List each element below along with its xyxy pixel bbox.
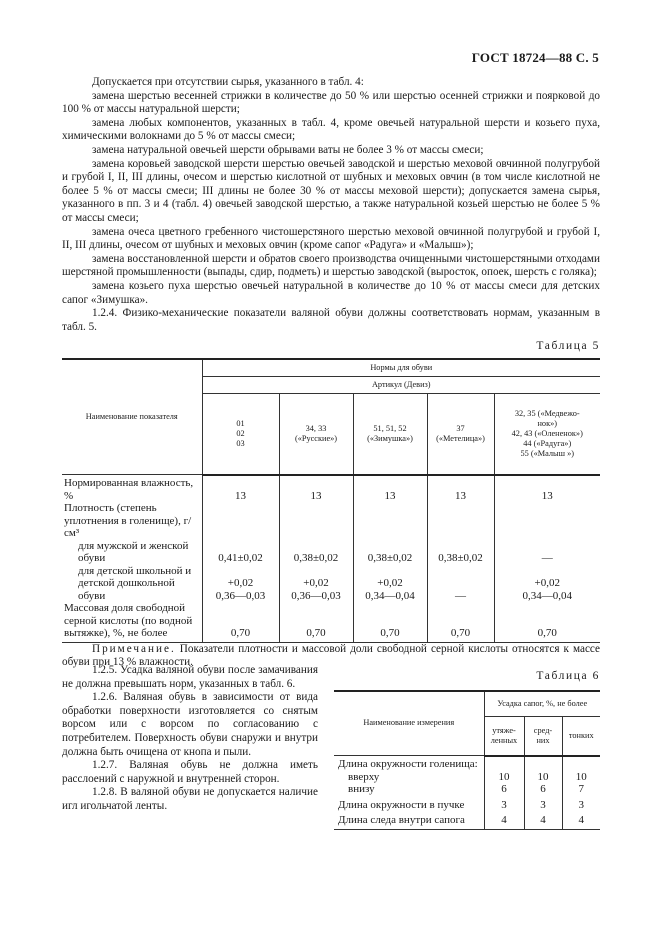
table5-cell: —: [494, 540, 600, 565]
table5-cell: 0,38±0,02: [427, 540, 494, 565]
table5-cell: [494, 502, 600, 540]
table5-cell: 0,70: [279, 602, 353, 642]
table5-cell: 0,38±0,02: [279, 540, 353, 565]
table6-cell: 3: [524, 796, 562, 812]
table5-cell: +0,02 0,36—0,03: [202, 565, 279, 603]
table6-cell: 7: [562, 783, 600, 796]
table6-cell: 3: [562, 796, 600, 812]
paragraph: 1.2.8. В валяной обуви не допускается наличие игл игольчатой ленты.: [62, 786, 318, 812]
table6-row-name: Длина окружности в пучке: [338, 798, 465, 811]
table5-col-header: 32, 35 («Медвежо- нок») 42, 43 («Олененок») 44 («Радуга») 55 («Малыш »): [494, 393, 600, 475]
table5-col-header: 37 («Метелица»): [427, 393, 494, 475]
table6-cell: 10: [484, 771, 524, 784]
table5-row-name: для мужской и женской обуви: [78, 539, 189, 565]
paragraph: замена натуральной овечьей шерсти обрывами ваты не более 3 % от массы смеси;: [92, 143, 484, 156]
paragraph: 1.2.5. Усадка валяной обуви после замачивания не должна превышать норм, указанных в табл. 6.: [62, 664, 318, 690]
table6-caption: Таблица 6: [536, 670, 600, 682]
table-row: [334, 811, 600, 829]
table5-cell: 13: [279, 475, 353, 503]
table5-cell: [353, 502, 427, 540]
paragraph: замена коровьей заводской шерсти шерстью овечьей заводской и шерстью меховой овчинной полугрубой и грубой I, II, III длины, очесом и шерстью кислотной от шубных и меховых овчин (в том числе кислотной не более 5 % от массы смеси; III длины не более 30 % от массы меховой шерсти); допускается замена сырья, указанного в пп. 3 и 4 (табл. 4) овечьей заводской шерстью, а также натуральной козьей шерстью не более 5 % от массы смеси;: [62, 157, 600, 224]
table6-row-name: Длина окружности голенища:: [338, 758, 478, 771]
main-text: [62, 76, 600, 670]
table6-cell: 10: [562, 771, 600, 784]
table5: [62, 358, 600, 643]
table5-cell: 0,70: [202, 602, 279, 642]
table5-cell: 0,70: [494, 602, 600, 642]
paragraph: Допускается при отсутствии сырья, указанного в табл. 4:: [92, 76, 364, 88]
table5-col-header: 51, 51, 52 («Зимушка»): [353, 393, 427, 475]
table-row: [334, 783, 600, 796]
paragraph: замена шерстью весенней стрижки в количестве до 50 % или шерстью осенней стрижки и поярковой до 100 % от массы натуральной шерсти;: [62, 89, 600, 116]
table-row: [334, 771, 600, 784]
table6-cell: 6: [484, 783, 524, 796]
table5-caption: Таблица 5: [536, 340, 600, 353]
table6-row-name: Длина следа внутри сапога: [334, 811, 484, 829]
table6-col-name: Наименование измерения: [334, 691, 484, 756]
paragraph: 1.2.4. Физико-механические показатели валяной обуви должны соответствовать нормам, указанным в табл. 5.: [62, 307, 600, 333]
table5-cell: 0,70: [427, 602, 494, 642]
table5-cell: [202, 502, 279, 540]
table6-cell: [524, 756, 562, 771]
note-label: Примечание.: [92, 642, 176, 655]
table5-cell: +0,02 0,36—0,03: [279, 565, 353, 603]
table6-cell: 6: [524, 783, 562, 796]
table5-row-name: Массовая доля свободной серной кислоты (по водной вытяжке), %, не более: [62, 602, 202, 642]
table5-cell: [427, 502, 494, 540]
table-row: [334, 796, 600, 812]
page-header: ГОСТ 18724—88 С. 5: [471, 50, 599, 65]
table-row: [62, 540, 600, 565]
paragraph: 1.2.6. Валяная обувь в зависимости от вида обработки поверхности изготовляется со снятым ворсом или с ворсом по согласованию с потребителем. Поверхность обуви снаружи и внутри должна быть очищена от кнопа и пыли.: [62, 691, 318, 758]
table-row: [334, 756, 600, 771]
table6-cell: 4: [524, 811, 562, 829]
table6-group-header: Усадка сапог, %, не более: [484, 691, 600, 717]
table5-cell: 0,41±0,02: [202, 540, 279, 565]
table-row: [62, 565, 600, 603]
table6-row-name: внизу: [348, 783, 375, 796]
table6-cell: 3: [484, 796, 524, 812]
paragraph: замена козьего пуха шерстью овечьей натуральной в количестве до 10 % от массы смеси для детских сапог «Зимушка».: [62, 279, 600, 306]
table5-row-name: Нормированная влажность, %: [64, 477, 194, 502]
paragraph: 1.2.7. Валяная обувь не должна иметь расслоений с наружной и внутренней сторон.: [62, 759, 318, 785]
table-row: [62, 502, 600, 540]
table-row: [62, 602, 600, 642]
table5-row-name: Плотность (степень уплотнения в голенище), г/см³: [64, 502, 192, 540]
table5-col-header: 01 02 03: [202, 393, 279, 475]
table5-cell: 13: [202, 475, 279, 503]
table6-cell: 10: [524, 771, 562, 784]
table6: [334, 690, 600, 830]
table6-cell: 4: [562, 811, 600, 829]
right-column: [334, 670, 600, 830]
table6-row-name: вверху: [348, 770, 380, 783]
table5-cell: —: [427, 565, 494, 603]
paragraph: замена восстановленной шерсти и обратов своего производства очищенными чистошерстяными отходами шерстяной промышленности (выпады, сдир, подметь) и шерстью заводской (выросток, опоек, шерсть с голяка);: [62, 252, 600, 279]
table5-col-header: 34, 33 («Русские»): [279, 393, 353, 475]
table5-article-header: Артикул (Девиз): [202, 376, 600, 393]
table-row: [62, 475, 600, 503]
table6-col-header: сред- них: [524, 716, 562, 756]
table5-col-name: Наименование показателя: [62, 359, 202, 475]
table5-cell: 13: [494, 475, 600, 503]
table6-cell: 4: [484, 811, 524, 829]
table5-row-name: для детской школьной и детской дошкольной обуви: [78, 564, 192, 602]
table5-cell: 0,38±0,02: [353, 540, 427, 565]
table6-col-header: утяже- ленных: [484, 716, 524, 756]
table5-cell: +0,02 0,34—0,04: [494, 565, 600, 603]
table6-cell: [562, 756, 600, 771]
paragraph: замена любых компонентов, указанных в табл. 4, кроме овечьей натуральной шерсти и козьего пуха, химическими волокнами до 5 % от массы смеси;: [62, 116, 600, 143]
table6-cell: [484, 756, 524, 771]
table6-col-header: тонких: [562, 716, 600, 756]
table5-cell: 13: [427, 475, 494, 503]
paragraph: замена очеса цветного гребенного чистошерстяного шерстью меховой овчинной полугрубой и грубой I, II, III длины, очесом от шубных и меховых овчин (кроме сапог «Радуга» и «Малыш»);: [62, 225, 600, 252]
table5-norms-header: Нормы для обуви: [202, 359, 600, 377]
table5-cell: +0,02 0,34—0,04: [353, 565, 427, 603]
table5-cell: 0,70: [353, 602, 427, 642]
note-text: Показатели плотности и массовой доли свободной серной кислоты относятся к массе обуви при 13 % влажности.: [62, 642, 600, 669]
left-column: [62, 664, 318, 814]
table5-cell: [279, 502, 353, 540]
table5-cell: 13: [353, 475, 427, 503]
